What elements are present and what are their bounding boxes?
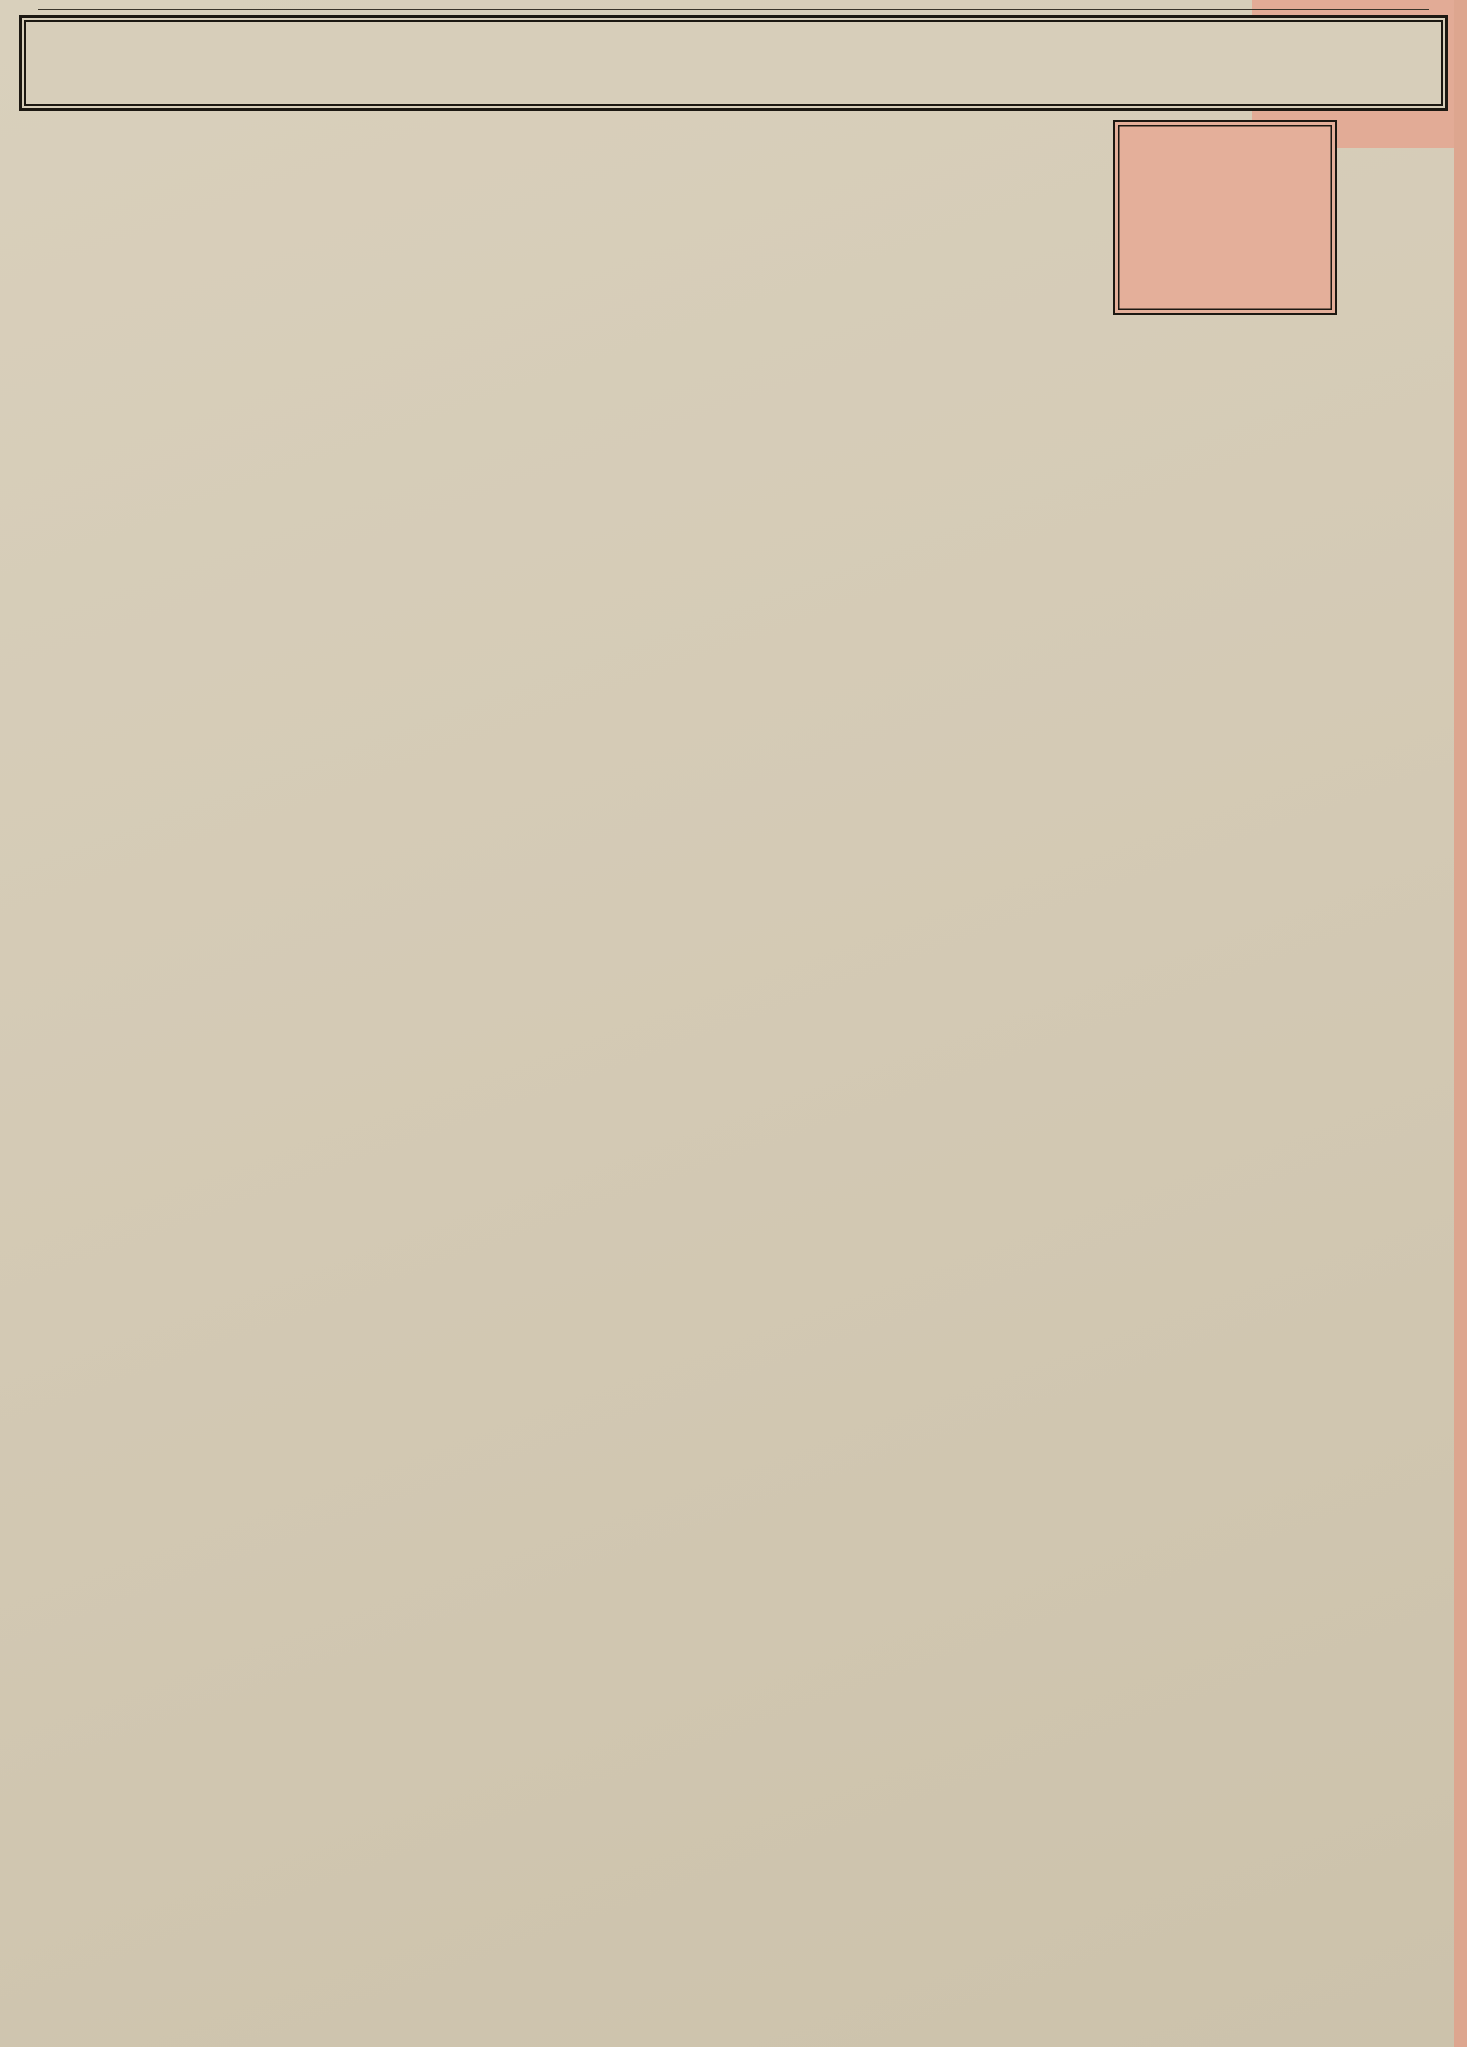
page-header — [18, 6, 1449, 13]
classifieds-office-box — [1113, 120, 1337, 315]
header-rule — [38, 9, 1429, 10]
classifieds-area — [18, 118, 1449, 2013]
page-edge-strip — [1454, 0, 1467, 2047]
masthead — [19, 15, 1448, 111]
